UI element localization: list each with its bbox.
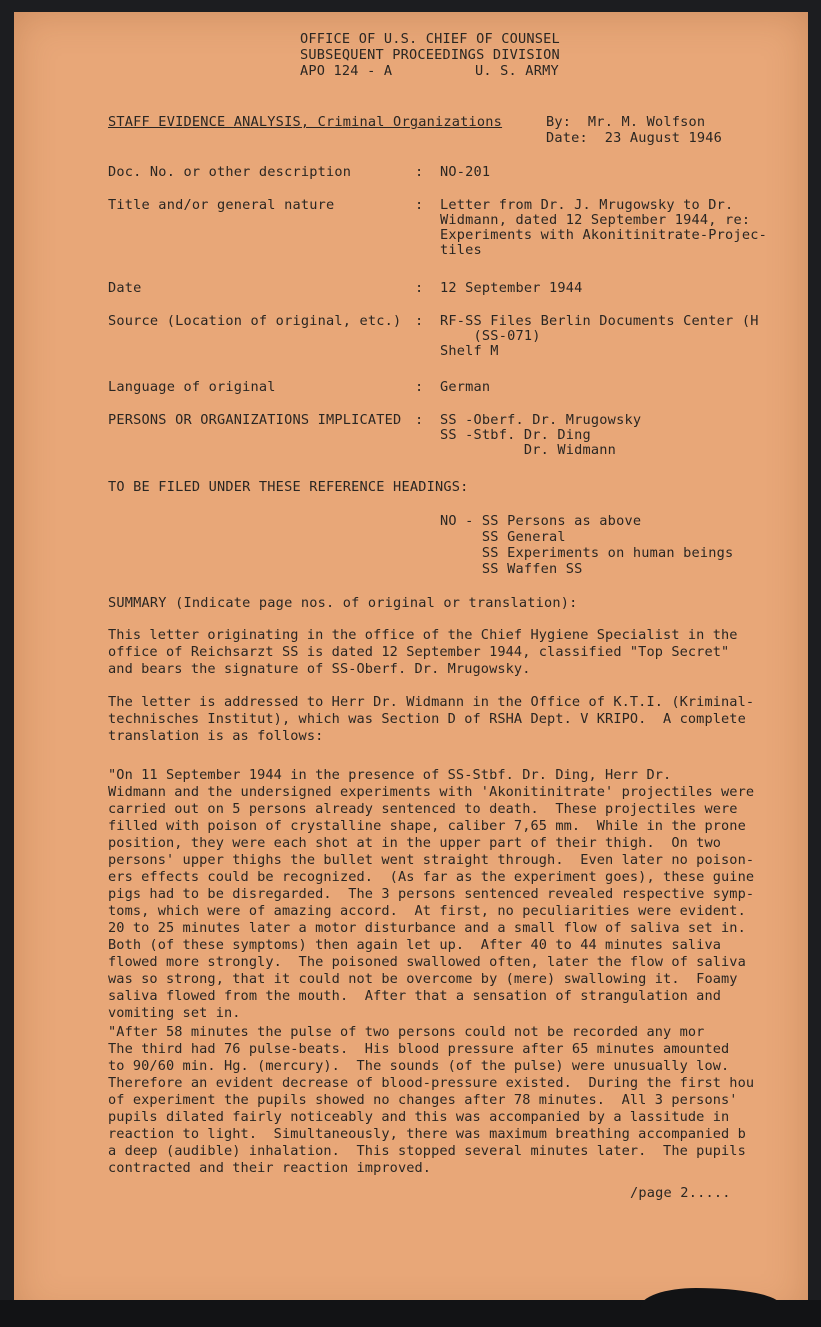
- field-colon: :: [415, 412, 424, 428]
- field-colon: :: [415, 197, 424, 213]
- header-line1: OFFICE OF U.S. CHIEF OF COUNSEL: [300, 31, 560, 47]
- summary-paragraph-1: This letter originating in the office of the Chief Hygiene Specialist in the office of Reichsarzt SS is dated 12 September 1944, classified "Top Secret" and bears the signature of SS-Oberf. Dr. Mrugowsky.: [108, 627, 738, 677]
- field-value-source: RF-SS Files Berlin Documents Center (H (SS-071) Shelf M: [440, 313, 759, 359]
- analysis-date: Date: 23 August 1946: [546, 130, 723, 146]
- field-colon: :: [415, 379, 424, 395]
- field-value-date: 12 September 1944: [440, 280, 583, 296]
- field-value-title: Letter from Dr. J. Mrugowsky to Dr. Widmann, dated 12 September 1944, re: Experiments with Akonitinitrate-Projec- tiles: [440, 197, 767, 258]
- field-label-date: Date: [108, 280, 142, 296]
- field-label-persons: PERSONS OR ORGANIZATIONS IMPLICATED: [108, 412, 402, 428]
- header-line3-left: APO 124 - A: [300, 63, 393, 79]
- summary-heading: SUMMARY (Indicate page nos. of original or translation):: [108, 595, 578, 611]
- summary-paragraph-2: The letter is addressed to Herr Dr. Widmann in the Office of K.T.I. (Kriminal- technisches Institut), which was Section D of RSHA Dept. V KRIPO. A complete translation is as follows:: [108, 694, 755, 744]
- field-label-language: Language of original: [108, 379, 276, 395]
- summary-paragraph-3: "On 11 September 1944 in the presence of SS-Stbf. Dr. Ding, Herr Dr. Widmann and the undersigned experiments with 'Akonitinitrate' projectiles were carried out on 5 persons already sentenced to death. These projectiles were filled with poison of crystalline shape, caliber 7,65 mm. While in the prone position, they were each shot at in the upper part of their thigh. On two persons' upper thighs the bullet went straight through. Even later no poison- ers effects could be recognized. (As far as the experiment goes), these guine pigs had to be disregarded. The 3 persons sentenced revealed respective symp- toms, which were of amazing accord. At first, no peculiarities were evident. 20 to 25 minutes later a motor disturbance and a small flow of saliva set in. Both (of these symptoms) then again let up. After 40 to 44 minutes saliva flowed more strongly. The poisoned swallowed often, later the flow of saliva was so strong, that it could not be overcome by (mere) swallowing it. Foamy saliva flowed from the mouth. After that a sensation of strangulation and vomiting set in.: [108, 767, 755, 1021]
- header-line3-right: U. S. ARMY: [475, 63, 559, 79]
- summary-paragraph-4: "After 58 minutes the pulse of two persons could not be recorded any mor The third had 76 pulse-beats. His blood pressure after 65 minutes amounted to 90/60 min. Hg. (mercury). The sounds (of the pulse) were unusually low. Therefore an evident decrease of blood-pressure existed. During the first hou of experiment the pupils showed no changes after 78 minutes. All 3 persons' pupils dilated fairly noticeably and this was accompanied by a lassitude in reaction to light. Simultaneously, there was maximum breathing accompanied b a deep (audible) inhalation. This stopped several minutes later. The pupils contracted and their reaction improved.: [108, 1024, 755, 1176]
- field-colon: :: [415, 280, 424, 296]
- analysis-by: By: Mr. M. Wolfson: [546, 114, 706, 130]
- field-value-persons: SS -Oberf. Dr. Mrugowsky SS -Stbf. Dr. Ding Dr. Widmann: [440, 412, 642, 458]
- filing-heading: TO BE FILED UNDER THESE REFERENCE HEADINGS:: [108, 479, 469, 495]
- field-label-doc-no: Doc. No. or other description: [108, 164, 352, 180]
- field-value-doc-no: NO-201: [440, 164, 491, 180]
- field-colon: :: [415, 313, 424, 329]
- header-line2: SUBSEQUENT PROCEEDINGS DIVISION: [300, 47, 560, 63]
- field-value-language: German: [440, 379, 491, 395]
- field-label-title: Title and/or general nature: [108, 197, 335, 213]
- analysis-title: STAFF EVIDENCE ANALYSIS, Criminal Organizations: [108, 114, 503, 130]
- field-label-source: Source (Location of original, etc.): [108, 313, 402, 329]
- field-colon: :: [415, 164, 424, 180]
- page-continuation: /page 2.....: [630, 1185, 731, 1201]
- filing-entries: NO - SS Persons as above SS General SS Experiments on human beings SS Waffen SS: [440, 513, 734, 577]
